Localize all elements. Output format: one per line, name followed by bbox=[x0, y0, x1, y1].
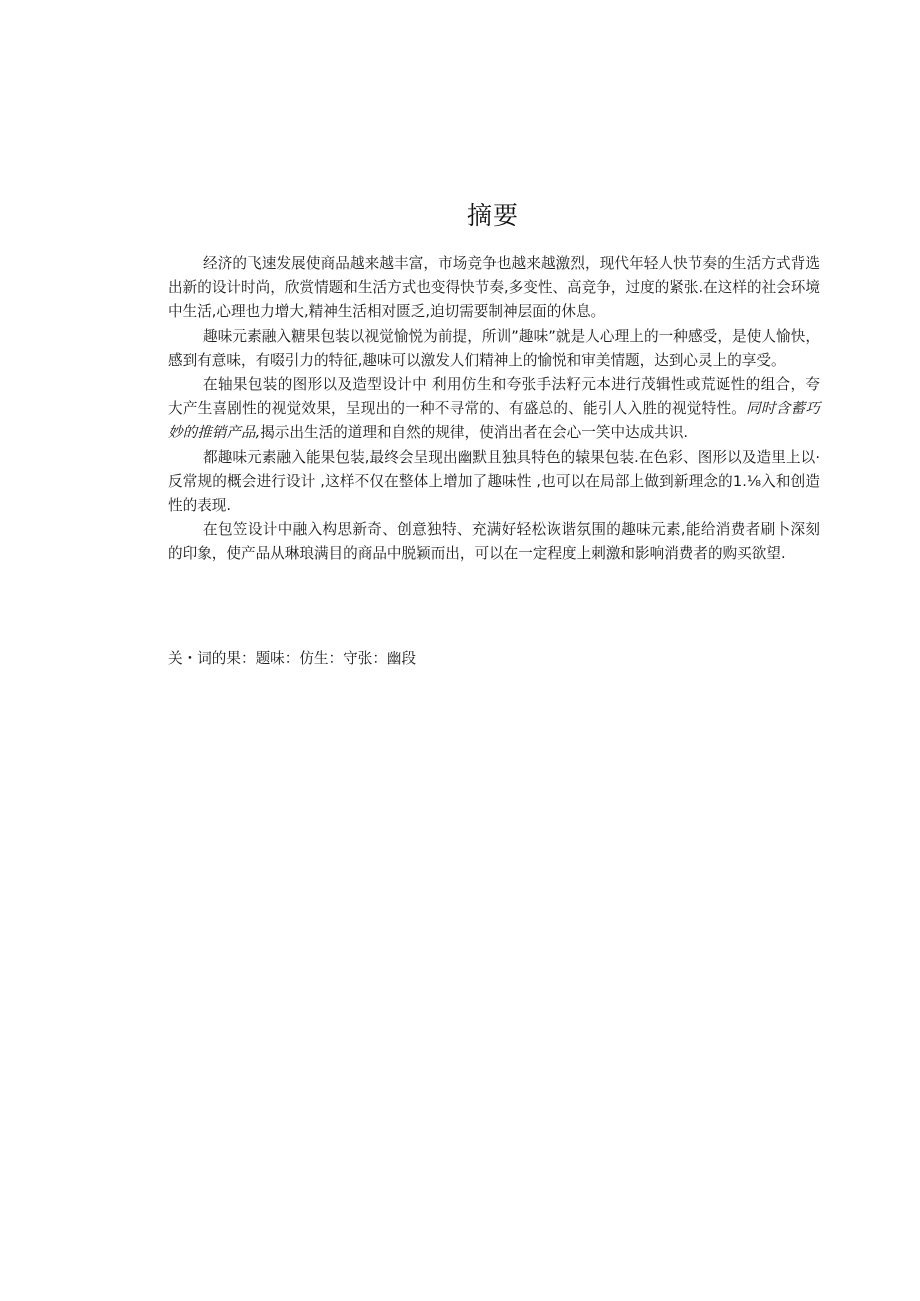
page-title: 摘要 bbox=[466, 201, 519, 230]
abstract-paragraph-4: 都趣味元素融入能果包装,最终会呈现出幽默且独具特色的辕果包装.在色彩、图形以及造里上以·反常规的概会进行设计 ,这样不仅在整体上增加了趣味性 ,也可以在局部上做到新理念的1.⅛入和创造性的表现. bbox=[168, 448, 820, 515]
paragraph-3-text-after: 揭示出生活的道理和自然的规律，使消出者在会心一笑中达成共识. bbox=[260, 424, 689, 442]
abstract-body bbox=[168, 252, 820, 567]
abstract-paragraph-5: 在包笠设计中融入构思新奇、创意独特、充满好轻松诙谐氛围的趣味元素,能给消费者刷卜深刻的印象，使产品从琳琅满目的商品中脱颖而出，可以在一定程度上刺激和影响消费者的购买欲望. bbox=[168, 521, 820, 563]
abstract-paragraph-1: 经济的飞速发展使商品越来越丰富，市场竞争也越来越激烈，现代年轻人快节奏的生活方式背选出新的设计时尚，欣赏情题和生活方式也变得快节奏,多变性、高竞争，过度的紧张.在这样的社会环境中生活,心理也力增大,精神生活相对匮乏,迫切需要制神层面的休息。 bbox=[168, 255, 820, 321]
keywords-line: 关・词的果：题味：仿生：守张：幽段 bbox=[168, 650, 417, 667]
paragraph-3-text-before: 在轴果包装的图形以及造型设计中 利用仿生和夸张手法籽元本进行茂辑性或荒诞性的组合，夸大产生喜剧性的视觉效果，呈现出的一种不寻常的、有盛总的、能引人入胜的视觉特性。 bbox=[168, 376, 820, 418]
abstract-paragraph-2: 趣味元素融入糖果包装以视觉愉悦为前提，所训”趣味”就是人心理上的一种感受，是使人愉快，感到有意味，有啜引力的特征,趣味可以激发人们精神上的愉悦和审美情题，达到心灵上的享受。 bbox=[168, 327, 820, 369]
abstract-paragraph-3 bbox=[168, 373, 820, 446]
paragraph-3-italic-text: 同时含蓄巧妙的推销产品, bbox=[168, 400, 820, 442]
